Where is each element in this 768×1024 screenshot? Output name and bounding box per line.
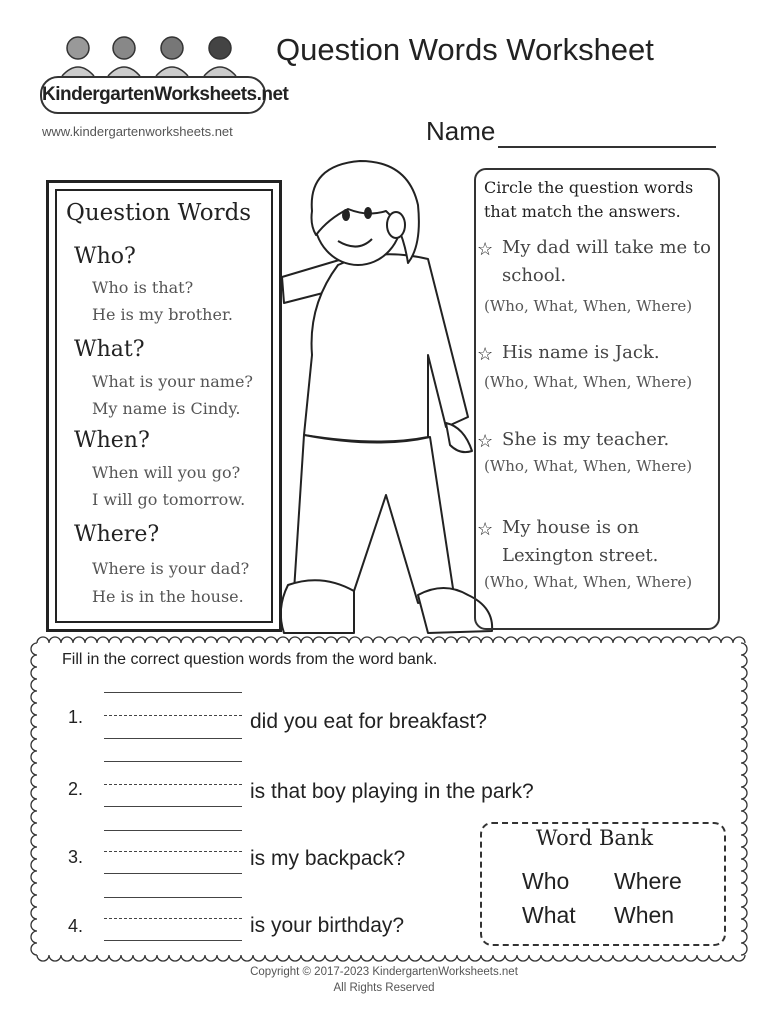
- answer-line: [104, 830, 242, 831]
- page-title: Question Words Worksheet: [276, 32, 654, 67]
- word-bank-word: Where: [614, 868, 682, 894]
- example-question: When will you go?: [92, 463, 241, 482]
- fill-question: did you eat for breakfast?: [250, 710, 487, 733]
- answer-line: [104, 692, 242, 693]
- example-answer: My name is Cindy.: [92, 399, 241, 418]
- copyright-notice: [0, 964, 768, 996]
- word-bank-title: Word Bank: [536, 826, 654, 850]
- word-who: Who?: [74, 244, 136, 269]
- answer-midline: [104, 715, 242, 716]
- word-what: What?: [74, 337, 145, 362]
- word-when: When?: [74, 428, 150, 453]
- word-where: Where?: [74, 522, 160, 547]
- fill-question: is that boy playing in the park?: [250, 780, 534, 803]
- answer-midline: [104, 784, 242, 785]
- star-outline-icon: ☆: [477, 239, 494, 259]
- circle-instruction: Circle the question words that match the answers.: [484, 178, 694, 221]
- answer-line: [104, 897, 242, 898]
- star-outline-icon: ☆: [477, 344, 494, 364]
- kids-logo-icon: [54, 32, 244, 76]
- answer-midline: [104, 918, 242, 919]
- circle-choices: (Who, What, When, Where): [484, 457, 693, 475]
- name-field-line: [498, 146, 716, 148]
- name-label: Name: [426, 116, 496, 146]
- example-answer: He is in the house.: [92, 587, 244, 606]
- rights-line: All Rights Reserved: [333, 982, 435, 994]
- answer-baseline[interactable]: [104, 873, 242, 874]
- circle-choices: (Who, What, When, Where): [484, 573, 693, 591]
- example-question: What is your name?: [92, 372, 253, 391]
- item-number: 2.: [68, 779, 84, 799]
- item-number: 3.: [68, 847, 84, 867]
- star-outline-icon: ☆: [477, 431, 494, 451]
- circle-choices: (Who, What, When, Where): [484, 297, 693, 315]
- boy-illustration: [268, 155, 498, 635]
- item-number: 1.: [68, 707, 84, 727]
- answer-baseline[interactable]: [104, 806, 242, 807]
- fill-question: is my backpack?: [250, 847, 406, 870]
- example-answer: I will go tomorrow.: [92, 490, 246, 509]
- fill-question: is your birthday?: [250, 914, 405, 937]
- example-question: Who is that?: [92, 278, 194, 297]
- answer-baseline[interactable]: [104, 940, 242, 941]
- example-answer: He is my brother.: [92, 305, 233, 324]
- fill-instruction: Fill in the correct question words from the word bank.: [62, 651, 438, 668]
- site-url: www.kindergartenworksheets.net: [42, 124, 233, 139]
- star-outline-icon: ☆: [477, 519, 494, 539]
- question-words-title: Question Words: [66, 200, 252, 226]
- site-logo: KindergartenWorksheets.net: [40, 76, 266, 114]
- circle-choices: (Who, What, When, Where): [484, 373, 693, 391]
- circle-sentence: My house is on Lexington street.: [502, 517, 659, 566]
- answer-baseline[interactable]: [104, 738, 242, 739]
- word-bank-word: Who: [522, 868, 570, 894]
- word-bank-word: What: [522, 902, 576, 928]
- copyright-line: Copyright © 2017-2023 KindergartenWorksheets.net: [250, 966, 518, 978]
- answer-line: [104, 761, 242, 762]
- answer-midline: [104, 851, 242, 852]
- example-question: Where is your dad?: [92, 559, 250, 578]
- item-number: 4.: [68, 916, 84, 936]
- circle-sentence: His name is Jack.: [502, 342, 660, 363]
- word-bank-word: When: [614, 902, 675, 928]
- circle-sentence: She is my teacher.: [502, 429, 670, 450]
- circle-sentence: My dad will take me to school.: [502, 237, 711, 286]
